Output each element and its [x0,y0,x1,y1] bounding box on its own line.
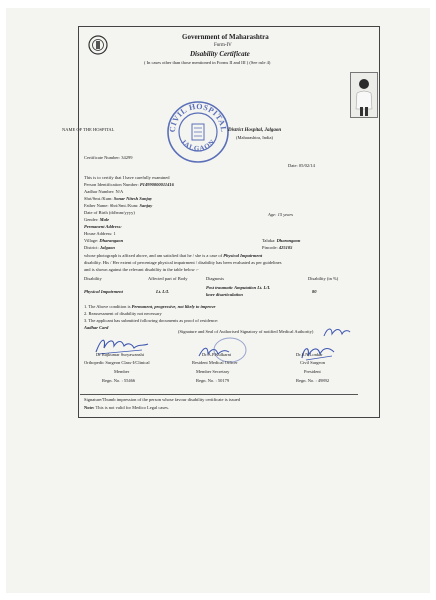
gender-value: Male [99,217,110,222]
note-label: Note: [84,405,95,410]
permanent-address-heading: Permanent Address: [84,224,122,229]
condition-1-label: 1. The Above condition is [84,304,131,309]
district-label: District: [84,245,99,250]
member-3-regn: Regn. No. : 49892 [296,378,330,383]
government-heading: Government of Maharashtra [182,33,269,41]
form-number: Form-IV [214,43,232,48]
age-value: Age: 15 years [268,212,293,217]
authority-caption: (Signature and Seal of Authorised Signatory of notified Medical Authority) [178,329,314,334]
table-cell-part: Lt. L/L [156,289,169,294]
impairment-paragraph-text: whose photograph is affixed above, and am satisfied that he / she is a case of [84,253,223,258]
gender-label: Gender: [84,217,99,222]
table-cell-percent: 80 [312,289,317,294]
father-value: Sanjay [139,203,153,208]
hospital-name-label: NAME OF THE HOSPITAL [62,127,115,132]
table-cell-disability: Physical Impairment [84,289,123,294]
member-3-role: Civil Surgeon [300,360,326,365]
member-3-position: President [304,369,321,374]
note-text: This is not valid for Medico Legal cases. [95,405,170,410]
certificate-title: Disability Certificate [190,50,250,58]
name-value: Sonar Nitesh Sanjay [113,196,153,201]
person-id-label: Person Identification Number: [84,182,139,187]
member-2-position: Member Secretary [196,369,230,374]
certificate-border [78,26,380,418]
impairment-paragraph-line3: and is shown against the relevant disability in the table below :- [84,267,199,272]
house-address: House Address: 1 [84,231,116,236]
certificate-subtitle: ( In cases other than those mentioned in Forms II and III ) (See rule 4) [144,60,271,65]
certificate-date: Date: 05/02/14 [288,163,315,168]
member-2-regn: Regn. No. : 50179 [196,378,230,383]
member-1-role: Orthopedic Surgeon Class-I/Clinical [84,360,150,365]
member-2-name: Dr.A.P.Kulkarni [202,352,232,357]
hospital-name-value: District Hospital, Jalgaon [228,128,282,133]
table-header-percent: Disability (in %) [308,276,339,281]
residence-document: Aadhar Card [84,325,109,330]
table-cell-diagnosis-2: knee disarticulation [206,292,243,297]
document-page [6,8,430,593]
pincode-label: Pincode: [262,245,278,250]
village-label: Village: [84,238,99,243]
person-id-value: P14990000011416 [139,182,174,187]
impairment-paragraph-line2: disability. His / Her extent of percentage physical impairment / disability has been evaluated as per guidelines [84,260,282,265]
hospital-state: (Maharashtra, India) [236,135,273,140]
seal-top-text: CIVIL HOSPITAL [167,101,229,133]
pincode-value: 425105 [278,245,293,250]
impairment-type: Physical Impairment [223,253,263,258]
condition-2: 2. Reassessment of disability not necessary [84,311,162,316]
thumb-impression-caption: Signature/Thumb impression of the person whose favour disability certificate is issued [84,397,240,402]
taluka-value: Dharangaon [276,238,301,243]
member-3-name: Dr.S.N.Lonkar [296,352,323,357]
taluka-label: Taluka: [262,238,276,243]
father-label: Father Name: Shri/Smt./Kum: [84,203,139,208]
certificate-number: Certificate Number: 34299 [84,155,133,160]
dob-label: Date of Birth (dd/mm/yyyy) [84,210,135,215]
village-value: Dharangaon [99,238,124,243]
condition-1-value: Permanent, progressive, not likely to improve [131,304,216,309]
member-2-role: Resident Medical Officer [192,360,238,365]
seal-bottom-text: JALGAON [179,137,217,153]
condition-3: 3. The applicant has submitted following documents as proof of residence: [84,318,219,323]
member-1-position: Member [114,369,130,374]
table-cell-diagnosis-1: Post traumatic Amputation Lt. L/L [206,285,271,290]
member-1-regn: Regn. No. : 55466 [102,378,136,383]
member-1-name: Dr Rajkumar Suryawanshi [96,352,144,357]
table-header-diagnosis: Diagnosis [206,276,224,281]
table-header-part: Affected part of Body [148,276,188,281]
intro-text: This is to certify that I have carefully examined [84,175,170,180]
aadhar-number: Aadhar Number: N/A [84,189,124,194]
district-value: Jalgaon [99,245,115,250]
table-header-disability: Disability [84,276,102,281]
name-label: Shri/Smt./Kum: [84,196,113,201]
